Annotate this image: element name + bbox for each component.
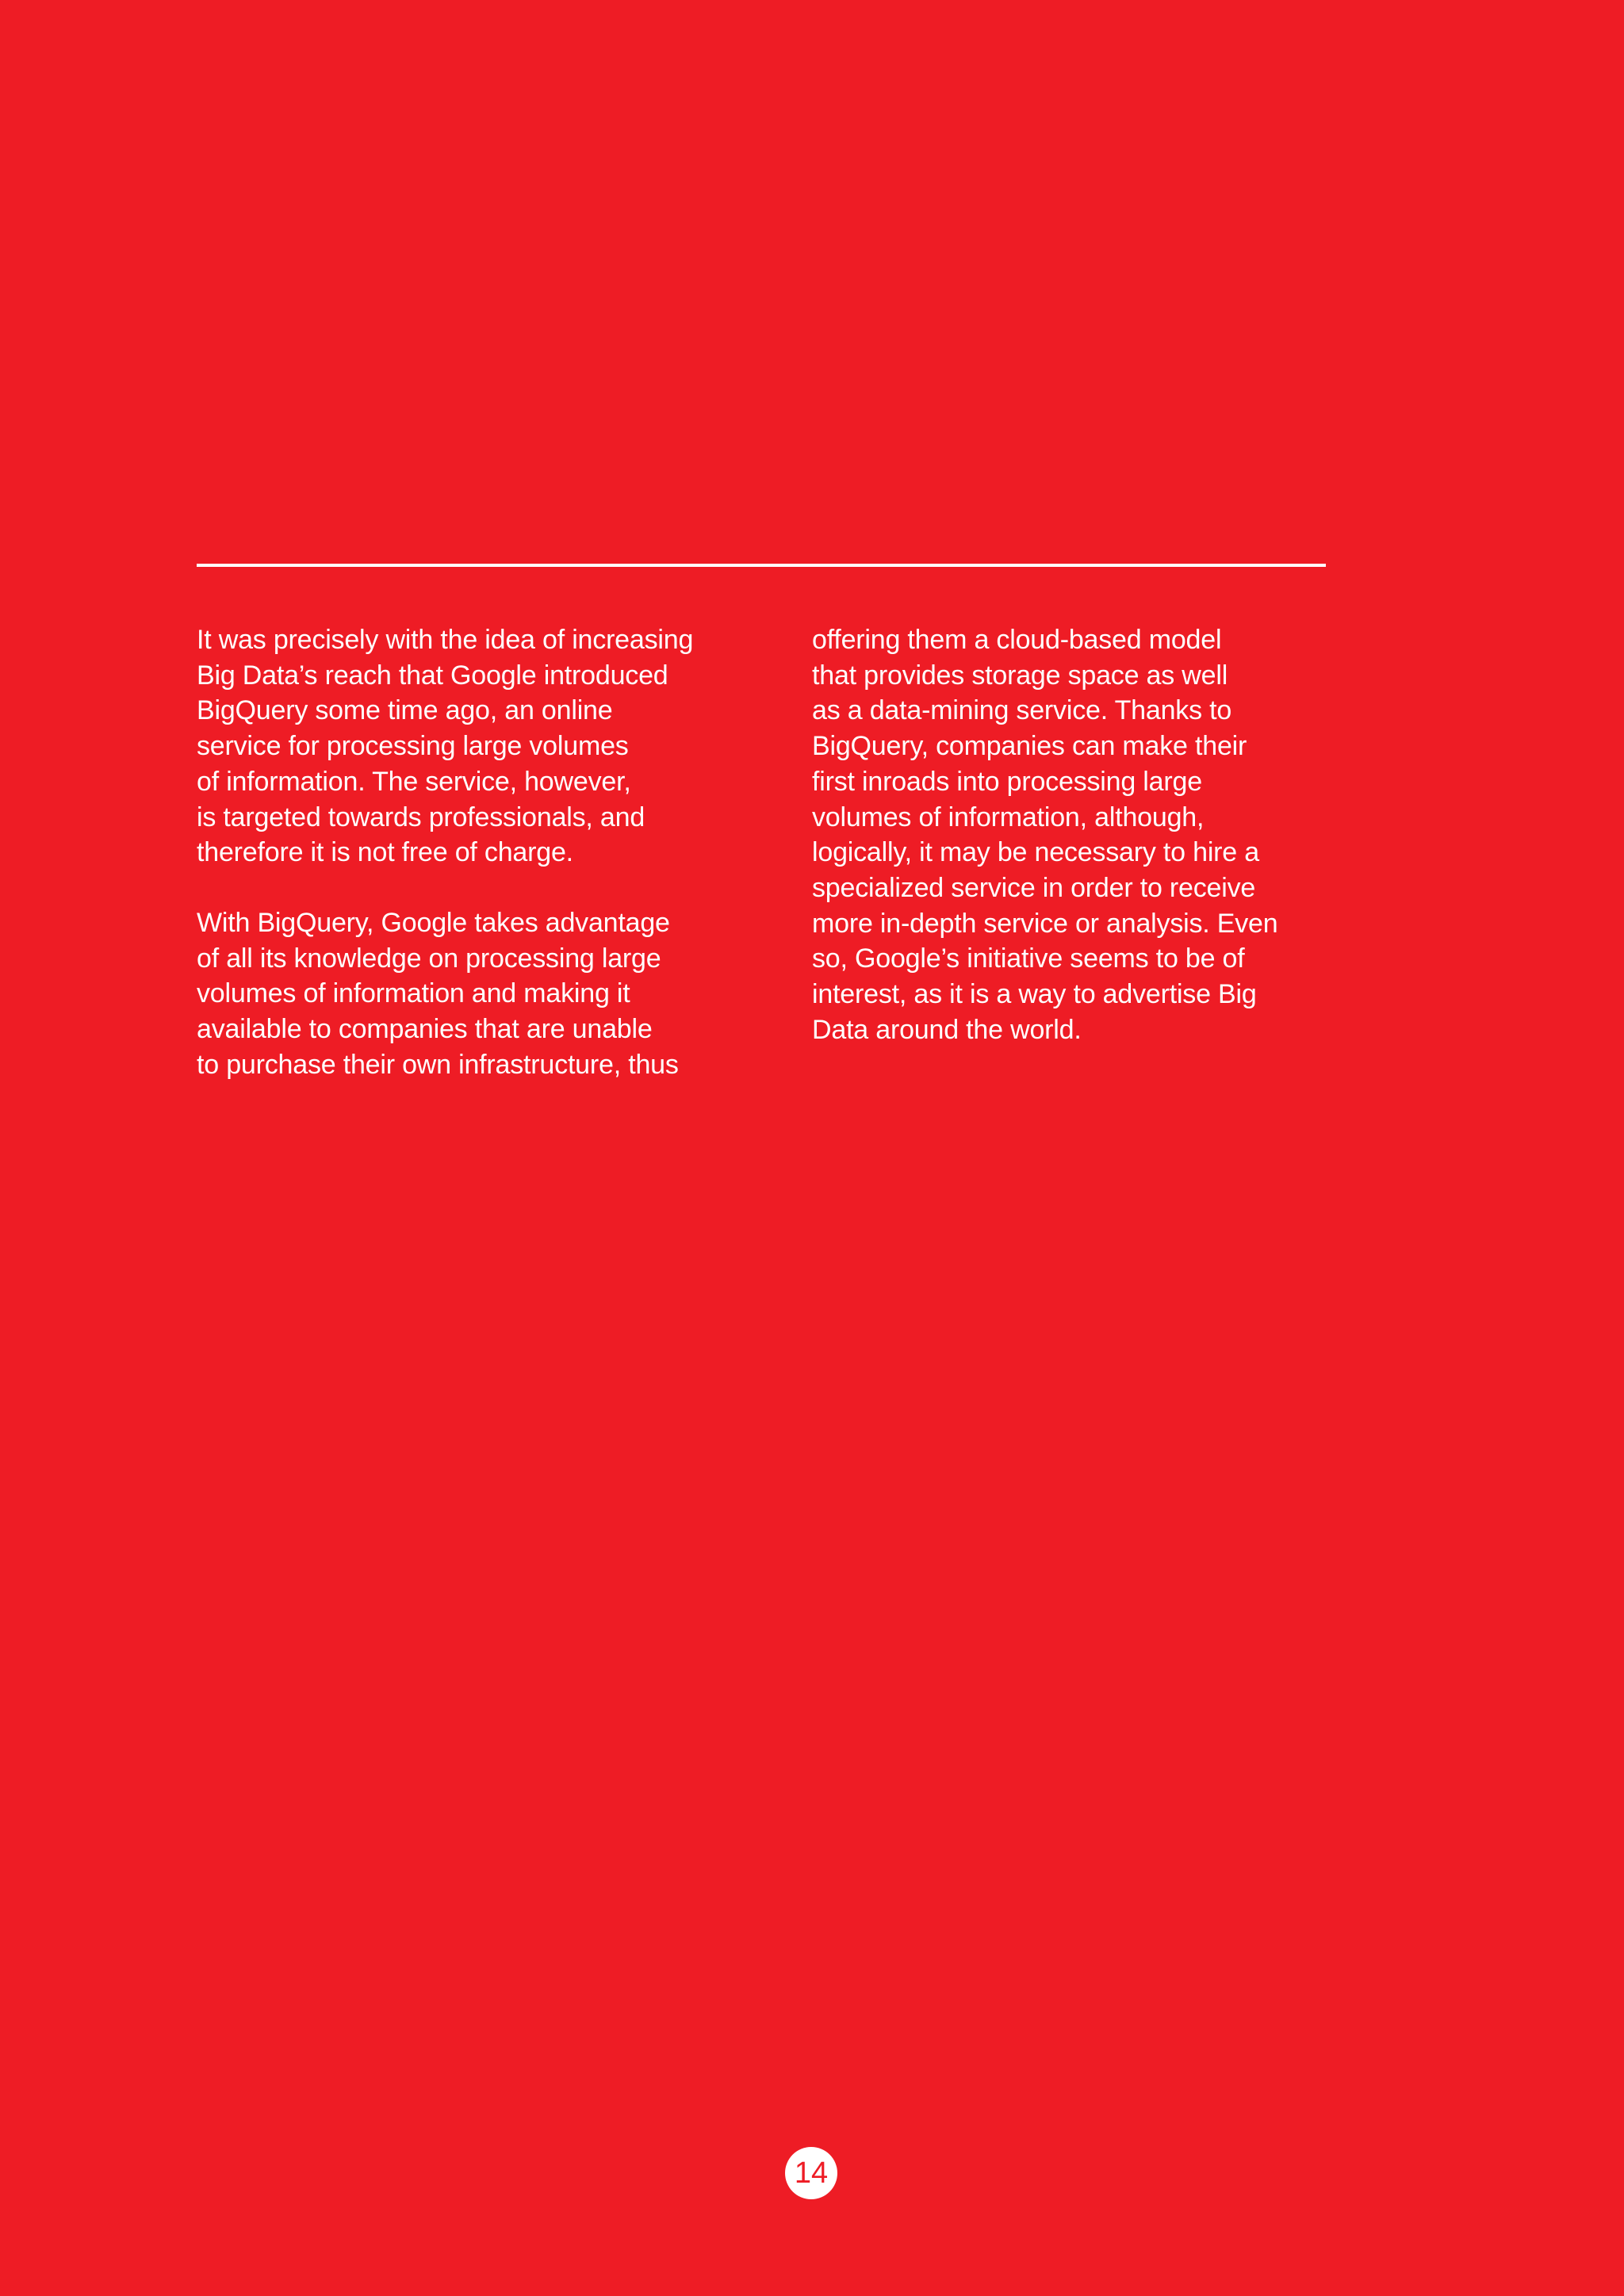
text-line: With BigQuery, Google takes advantage (197, 907, 670, 938)
text-line: service for processing large volumes (197, 731, 629, 762)
paragraph (197, 622, 736, 871)
text-line: therefore it is not free of charge. (197, 837, 573, 868)
text-line: Data around the world. (812, 1014, 1082, 1045)
text-line: volumes of information, although, (812, 802, 1205, 832)
text-line: BigQuery, companies can make their (812, 731, 1247, 762)
paragraph (812, 622, 1351, 1047)
text-line: of information. The service, however, (197, 766, 631, 797)
page-number-badge: 14 (785, 2147, 837, 2199)
text-line: Big Data’s reach that Google introduced (197, 660, 668, 691)
text-line: interest, as it is a way to advertise Big (812, 979, 1257, 1010)
text-line: volumes of information and making it (197, 978, 630, 1009)
text-line: that provides storage space as well (812, 660, 1228, 691)
text-line: available to companies that are unable (197, 1014, 653, 1045)
text-line: BigQuery some time ago, an online (197, 695, 613, 726)
left-text-column (197, 622, 736, 1082)
section-divider (197, 564, 1326, 567)
text-line: of all its knowledge on processing large (197, 943, 661, 974)
text-line: more in-depth service or analysis. Even (812, 908, 1278, 939)
text-line: offering them a cloud-based model (812, 625, 1222, 655)
text-line: as a data-mining service. Thanks to (812, 695, 1232, 726)
text-line: logically, it may be necessary to hire a (812, 837, 1259, 868)
text-line: to purchase their own infrastructure, thus (197, 1049, 679, 1080)
text-line: first inroads into processing large (812, 766, 1202, 797)
paragraph (197, 905, 736, 1083)
text-line: is targeted towards professionals, and (197, 802, 645, 832)
text-line: specialized service in order to receive (812, 872, 1256, 903)
text-line: so, Google’s initiative seems to be of (812, 943, 1245, 974)
text-line: It was precisely with the idea of increasing (197, 625, 694, 655)
right-text-column (812, 622, 1351, 1047)
